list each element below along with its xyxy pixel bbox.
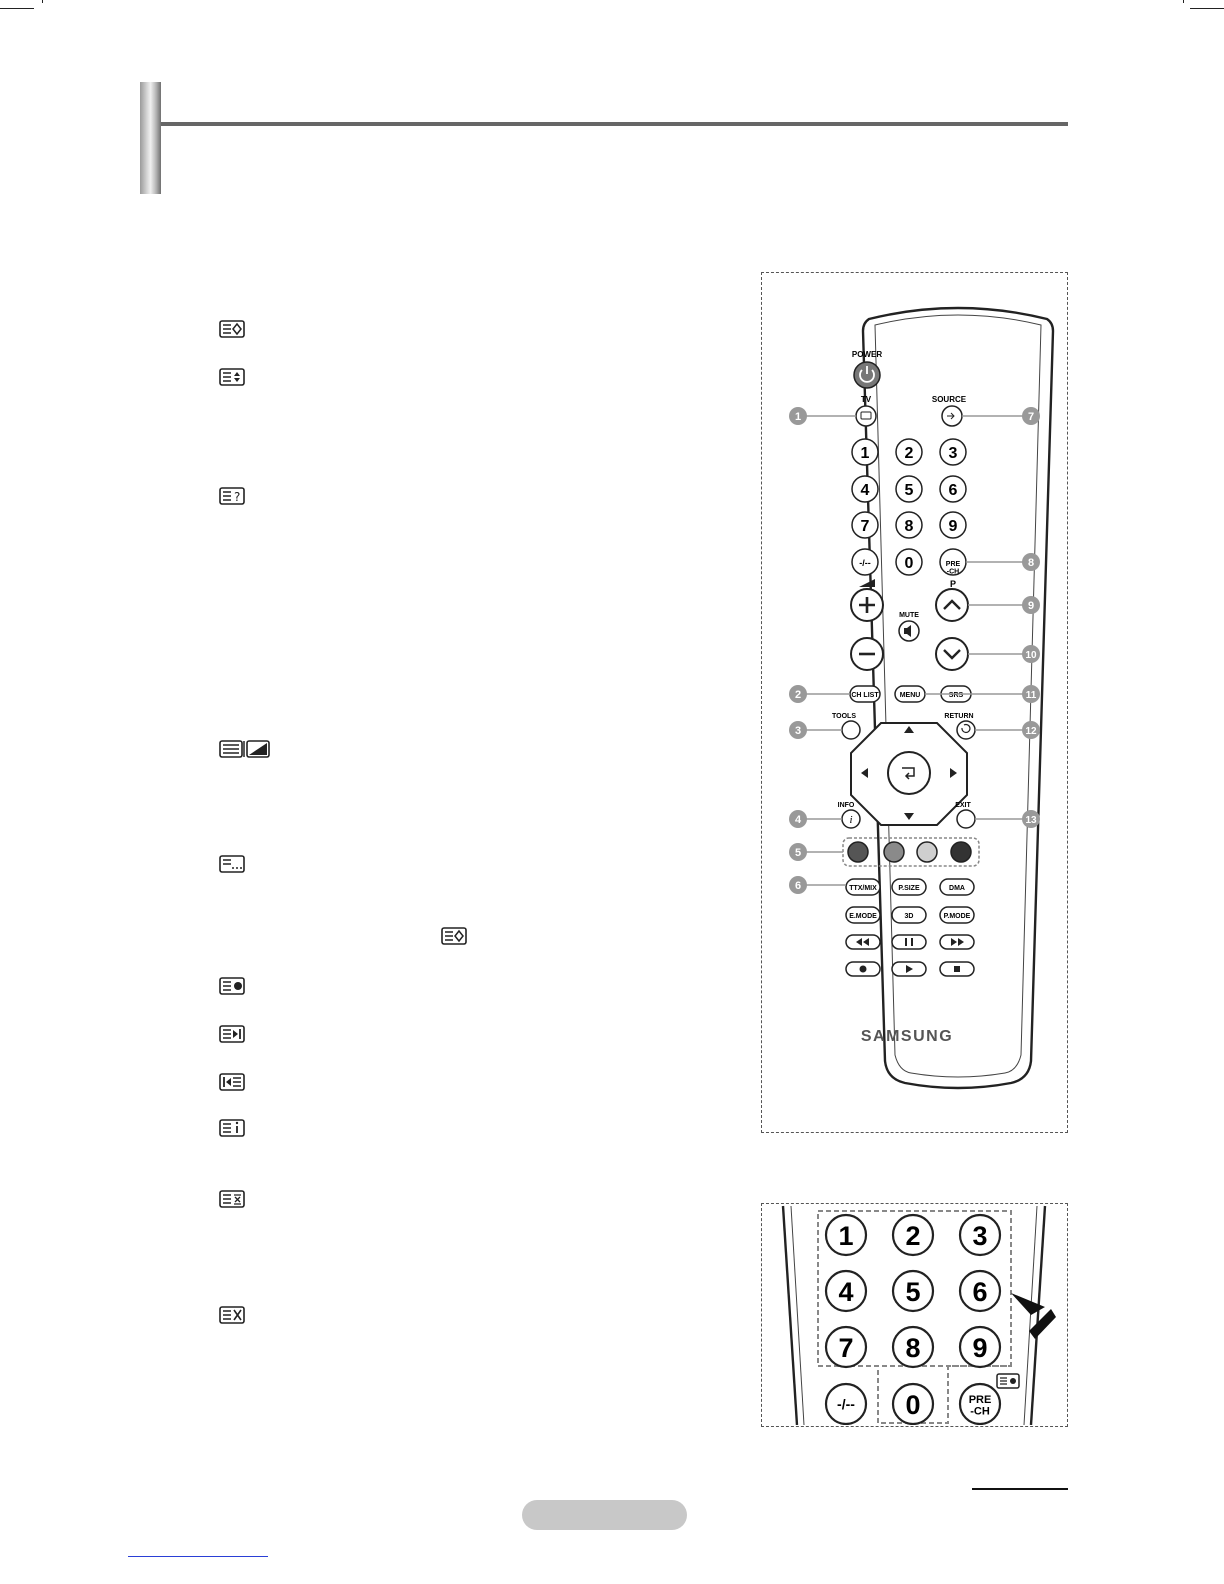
zero-key-label: 0 [904, 555, 914, 572]
remote-edge-left [783, 1206, 797, 1425]
detail-key-2-label: 2 [905, 1221, 921, 1251]
detail-key-5-label: 5 [905, 1277, 921, 1307]
mute-label: MUTE [899, 612, 919, 619]
callout-1-label: 1 [794, 411, 802, 423]
callout-2-label: 2 [794, 689, 802, 701]
detail-dash-key-label: -/-- [837, 1396, 855, 1412]
srs-label: SRS [948, 692, 964, 699]
callout-10-label: 10 [1025, 650, 1037, 661]
callout-8-label: 8 [1027, 557, 1035, 569]
callout-13-label: 13 [1025, 815, 1037, 826]
3d-label: 3D [904, 913, 914, 920]
section-header-rule [161, 122, 1068, 126]
key-1-label: 1 [860, 445, 870, 462]
key-3-label: 3 [948, 445, 958, 462]
keypad [852, 439, 966, 538]
remote-edge-right [1031, 1206, 1045, 1425]
detail-key-9-label: 9 [972, 1333, 988, 1363]
crop-mark [0, 8, 34, 9]
callout-11-label: 11 [1025, 690, 1037, 701]
record-icon [860, 966, 867, 973]
key-5-label: 5 [904, 482, 914, 499]
detail-key-7-label: 7 [838, 1333, 854, 1363]
ttx-hold-icon [997, 1374, 1019, 1388]
key-6-label: 6 [948, 482, 958, 499]
key-9-label: 9 [948, 518, 958, 535]
callout-5-label: 5 [794, 847, 802, 859]
ttx-cancel-icon [219, 1306, 245, 1324]
dash-key-label: -/-- [859, 558, 871, 568]
channel-up-button[interactable] [936, 589, 968, 621]
detail-zero-key-label: 0 [905, 1390, 921, 1420]
ttx-mode-icon [219, 1119, 245, 1137]
tv-button[interactable] [856, 406, 876, 426]
remote-edge-left-inner [791, 1206, 804, 1425]
ttx-size-icon [219, 368, 245, 386]
menu-label: MENU [899, 692, 921, 699]
ttx-hold-icon [219, 977, 245, 995]
page-number-pill [522, 1500, 687, 1530]
callout-9-label: 9 [1027, 600, 1035, 612]
red-button[interactable] [848, 842, 868, 862]
tv-label: TV [860, 395, 872, 404]
tools-button[interactable] [842, 721, 860, 739]
dma-label: DMA [949, 885, 965, 892]
return-label: RETURN [944, 713, 974, 720]
brand-logo: SAMSUNG [860, 1028, 954, 1045]
yellow-button[interactable] [917, 842, 937, 862]
blue-button[interactable] [951, 842, 971, 862]
ttx-store-icon [219, 1190, 245, 1208]
info-label: INFO [837, 802, 855, 809]
emode-label: E.MODE [849, 913, 877, 920]
ttx-index-icon [219, 1073, 245, 1091]
exit-button[interactable] [957, 810, 975, 828]
crop-mark [1190, 8, 1224, 9]
remote-control-panel [761, 272, 1068, 1133]
power-button[interactable] [854, 362, 880, 388]
callout-6-label: 6 [794, 880, 802, 892]
detail-prech-key-label: PRE -CH [968, 1394, 992, 1418]
detail-key-3-label: 3 [972, 1221, 988, 1251]
prech-key-label: PRE -CH [945, 561, 961, 576]
return-button[interactable] [957, 721, 975, 739]
channel-down-button[interactable] [936, 638, 968, 670]
ttx-subpage-icon [219, 1025, 245, 1043]
key-8-label: 8 [904, 518, 914, 535]
exit-label: EXIT [955, 802, 971, 809]
ttx-mix-icon [219, 740, 271, 758]
callout-12-label: 12 [1025, 726, 1037, 737]
info-icon: i [849, 814, 853, 826]
key-2-label: 2 [904, 445, 914, 462]
ttx-reveal-icon [219, 487, 245, 505]
ttx-subtitle-icon [219, 855, 245, 873]
callout-7-label: 7 [1027, 411, 1035, 423]
keypad-detail-panel [761, 1203, 1068, 1427]
ttx-display-icon [441, 927, 467, 945]
remote-edge-right-inner [1024, 1206, 1037, 1425]
pause-button[interactable] [892, 935, 926, 949]
tools-label: TOOLS [832, 713, 856, 720]
footer-link-underline[interactable] [128, 1556, 268, 1557]
stop-icon [954, 966, 960, 972]
crop-mark [42, 0, 43, 3]
green-button[interactable] [884, 842, 904, 862]
pmode-label: P.MODE [943, 913, 971, 920]
key-4-label: 4 [860, 482, 870, 499]
chlist-label: CH LIST [851, 692, 879, 699]
p-label: P [949, 579, 957, 589]
volume-wedge-icon [859, 579, 875, 587]
detail-key-4-label: 4 [838, 1277, 854, 1307]
footer-rule [972, 1488, 1068, 1490]
detail-key-1-label: 1 [838, 1221, 854, 1251]
section-header-bar [140, 82, 161, 194]
ttx-mix-label: TTX/MIX [849, 885, 877, 892]
ttx-display-icon [219, 320, 245, 338]
key-7-label: 7 [860, 518, 870, 535]
detail-key-6-label: 6 [972, 1277, 988, 1307]
svg-text:?: ? [234, 490, 241, 504]
crop-mark [1183, 0, 1184, 3]
detail-key-8-label: 8 [905, 1333, 921, 1363]
callout-4-label: 4 [794, 814, 802, 826]
source-label: SOURCE [931, 395, 967, 404]
psize-label: P.SIZE [898, 885, 920, 892]
power-label: POWER [851, 350, 883, 359]
callout-3-label: 3 [794, 725, 802, 737]
